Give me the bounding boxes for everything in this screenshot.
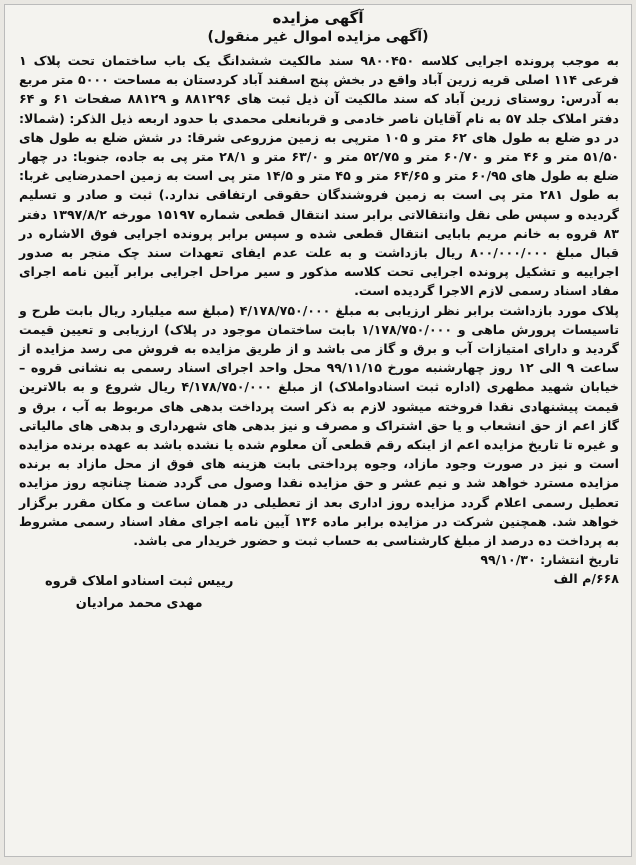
notice-paragraph-2: پلاک مورد بازداشت برابر نظر ارزیابی به مبلغ ۴/۱۷۸/۷۵۰/۰۰۰ (مبلغ سه میلیارد ریال بابت طرح و تاسیسات پرورش ماهی و ۱/۱۷۸/۷۵۰/۰۰۰ بابت ساختمان موجود در پلاک) ارزیابی و تعیین قیمت گردید و دارای امتیازات آب و برق و گاز می باشد و از طریق مزایده به فروش می رسد مزایده از ساعت ۹ الی ۱۲ روز چهارشنبه مورخ ۹۹/۱۱/۱۵ محل واحد اجرای اسناد رسمی به نشانی قروه – خیابان شهید مطهری (اداره ثبت اسنادواملاک) از مبلغ ۴/۱۷۸/۷۵۰/۰۰۰ ریال شروع و به بالاترین قیمت پیشنهادی نقدا فروخته میشود لازم به ذکر است پرداخت بدهی های مربوط به آب ، برق و گاز اعم از حق انشعاب و یا حق اشتراک و مصرف و نیز بدهی های شهرداری و بدهی های مالیاتی و غیره تا تاریخ مزایده اعم از اینکه رقم قطعی آن معلوم شده یا نشده باشد به عهده برنده مزایده است و نیز در صورت وجود مازاد، وجوه پرداختی بابت هزینه های فوق از محل مازاد به برنده مزایده مسترد خواهد شد و نیم عشر و حق مزایده نقدا وصول می گردد ضمنا چنانچه روز مزایده تعطیل رسمی اعلام گردد مزایده روز اداری بعد از تعطیلی در همان ساعت و مکان مقرر برگزار خواهد شد. همچنین شرکت در مزایده برابر ماده ۱۳۶ آیین نامه اجرای مفاد اسناد رسمی مشروط به پرداخت ده درصد از مبلغ کارشناسی به حساب ثبت و حضور خریدار می باشد. bbox=[19, 302, 619, 549]
notice-footer bbox=[5, 569, 631, 639]
signer-title: رییس ثبت اسنادو املاک قروه bbox=[45, 574, 234, 590]
newspaper-notice bbox=[4, 4, 632, 857]
notice-code: ۶۶۸/م الف bbox=[553, 571, 619, 587]
notice-body bbox=[5, 51, 631, 550]
notice-subtitle: (آگهی مزایده اموال غیر منقول) bbox=[207, 29, 429, 45]
publish-date: تاریخ انتشار: ۹۹/۱۰/۳۰ bbox=[480, 552, 619, 568]
notice-paragraph-1: به موجب پرونده اجرایی کلاسه ۹۸۰۰۴۵۰ سند مالکیت ششدانگ یک باب ساختمان تحت پلاک ۱ فرعی ۱۱۴ اصلی قریه زرین آباد واقع در بخش پنج اسفند آباد کردستان به مساحت ۵۰۰۰ متر مربع به آدرس: روستای زرین آباد که سند مالکیت آن ذیل ثبت های ۸۸۱۲۹۶ و ۸۸۱۲۹ صفحات ۶۱ و ۶۴ دفتر املاک جلد ۵۷ به نام آقایان ناصر خادمی و قربانعلی محمدی با حدود اربعه ذیل الذکر: (شمالا: در دو ضلع به طول های ۶۲ متر و ۱۰۵ مترپی به زمین مزروعی شرقا: در شش ضلع به طول های ۵۱/۵۰ متر و ۴۶ متر و ۶۰/۷۰ متر و ۵۲/۷۵ متر و ۶۳/۰ متر و ۲۸/۱ متر پی به جاده، جنوبا: در چهار ضلع به طول های ۶۰/۹۵ متر و ۶۴/۶۵ متر و ۴۵ متر و ۱۴/۵ متر پی است به زمین احمدرضایی غربا: به طول ۲۸۱ متر پی است به زمین فروشندگان حقوقی ارتفاقی ندارد.) ثبت و صادر و تسلیم گردیده و سپس طی نقل وانتقالاتی برابر سند انتقال قطعی شماره ۱۵۱۹۷ مورخه ۱۳۹۷/۸/۲ دفتر ۸۳ قروه به خانم مریم بابایی انتقال قطعی شده و سپس برابر پرونده اجرایی فوق الاشاره در قبال مبلغ ۸۰۰/۰۰۰/۰۰۰ ریال بازداشت و به علت عدم ایفای تعهدات سند چک منجر به صدور اجراییه و تشکیل پرونده اجرایی تحت کلاسه مذکور و سیر مراحل اجرایی برابر آیین نامه اجرای مفاد اسناد رسمی لازم الاجرا گردیده است. bbox=[19, 53, 620, 299]
notice-title: آگهی مزایده bbox=[272, 9, 364, 27]
signer-name: مهدی محمد مرادیان bbox=[75, 596, 203, 612]
signature-block bbox=[45, 571, 233, 615]
